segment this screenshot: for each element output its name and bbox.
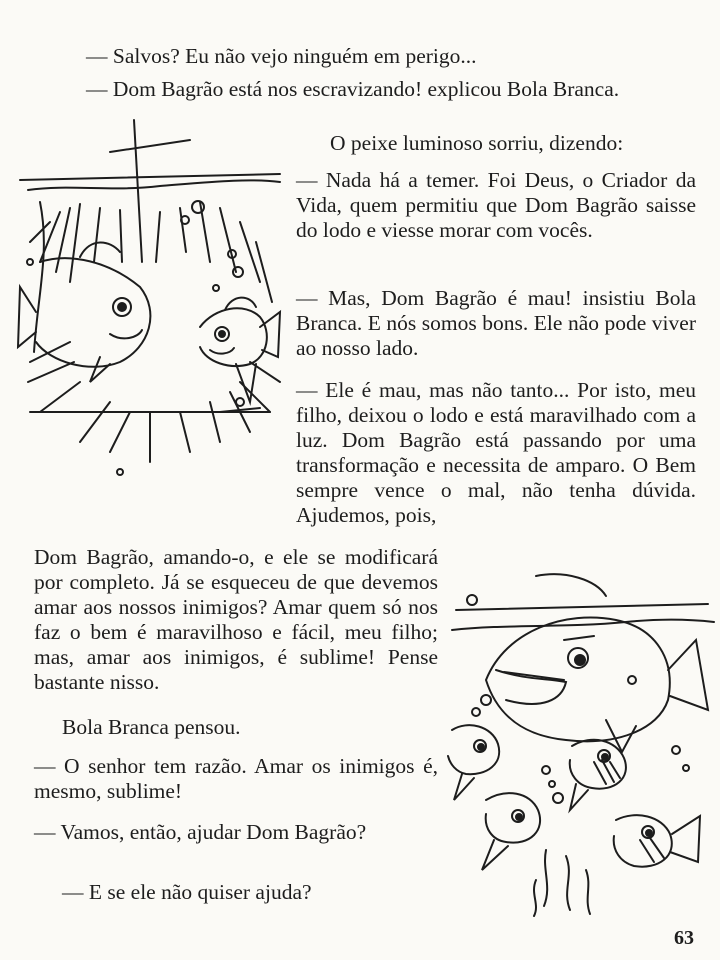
page-number: 63 (674, 927, 694, 949)
paragraph-vamos-ajudar: — Vamos, então, ajudar Dom Bagrão? (34, 820, 367, 844)
illustration-glowing-fish (10, 112, 290, 492)
paragraph-bola-branca-pensou: Bola Branca pensou. (62, 715, 241, 739)
paragraph-amando-o: Dom Bagrão, amando-o, e ele se modificará por completo. Já se esqueceu de que devemos amar aos nossos inimigos? Amar quem só nos faz o bem é maravilhoso e fácil, meu filho; mas, amar aos inimigos, é sublime! Pense bastante nisso. (34, 545, 438, 694)
paragraph-nada-ha-a-temer: — Nada há a temer. Foi Deus, o Criador da Vida, quem permitiu que Dom Bagrão saisse do lodo e viesse morar com vocês. (296, 168, 696, 242)
paragraph-dom-bagrao-e-mau: — Mas, Dom Bagrão é mau! insistiu Bola Branca. E nós somos bons. Ele não pode viver ao nosso lado. (296, 286, 696, 360)
paragraph-escravizando: — Dom Bagrão está nos escravizando! explicou Bola Branca. (86, 77, 620, 101)
paragraph-ele-e-mau: — Ele é mau, mas não tanto... Por isto, meu filho, deixou o lodo e está maravilhado com a luz. Dom Bagrão está passando por uma transformação e necessita de amparo. O Bem sempre vence o mal, não tenha dúvida. Ajudemos, pois, (296, 378, 696, 527)
paragraph-senhor-tem-razao: — O senhor tem razão. Amar os inimigos é, mesmo, sublime! (34, 754, 438, 803)
paragraph-se-nao-quiser-ajuda: — E se ele não quiser ajuda? (62, 880, 312, 904)
illustration-dom-bagrao-and-fish (446, 570, 716, 920)
paragraph-salvos: — Salvos? Eu não vejo ninguém em perigo... (86, 44, 477, 68)
paragraph-peixe-luminoso: O peixe luminoso sorriu, dizendo: (330, 131, 624, 155)
